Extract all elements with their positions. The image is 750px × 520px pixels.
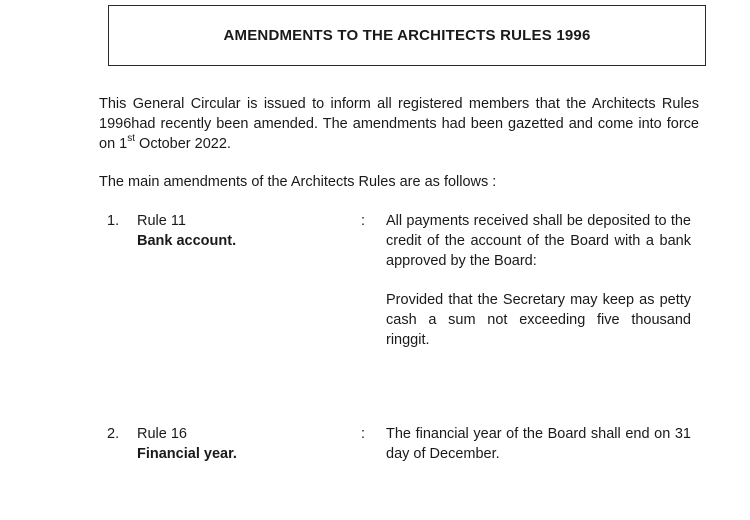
rule-heading: Bank account. bbox=[137, 233, 237, 249]
rule-number: Rule 16 bbox=[137, 426, 187, 442]
title-box bbox=[108, 5, 706, 66]
intro-text: This General Circular is issued to inform all registered members that the Architects Rules 1996had recently been amended. The amendments had been gazetted and come into force on 1 bbox=[99, 96, 699, 152]
item-number: 1. bbox=[107, 213, 120, 229]
item-separator: : bbox=[361, 426, 366, 442]
document-title: AMENDMENTS TO THE ARCHITECTS RULES 1996 bbox=[223, 27, 591, 44]
rule-paragraph: All payments received shall be deposited to the credit of the account of the Board with a bank approved by the Board: bbox=[386, 213, 691, 269]
item-number: 2. bbox=[107, 426, 120, 442]
lead-sentence: The main amendments of the Architects Rules are as follows : bbox=[99, 174, 497, 190]
intro-paragraph bbox=[99, 94, 699, 154]
rule-description bbox=[386, 424, 691, 464]
item-separator: : bbox=[361, 213, 366, 229]
rule-number: Rule 11 bbox=[137, 213, 186, 229]
rule-paragraph: The financial year of the Board shall end on 31 day of December. bbox=[386, 426, 691, 462]
rule-proviso: Provided that the Secretary may keep as petty cash a sum not exceeding five thousand ringgit. bbox=[386, 292, 691, 348]
rule-heading: Financial year. bbox=[137, 446, 237, 462]
rule-description bbox=[386, 211, 691, 350]
intro-text-end: October 2022. bbox=[135, 136, 231, 152]
intro-superscript: st bbox=[127, 133, 136, 145]
